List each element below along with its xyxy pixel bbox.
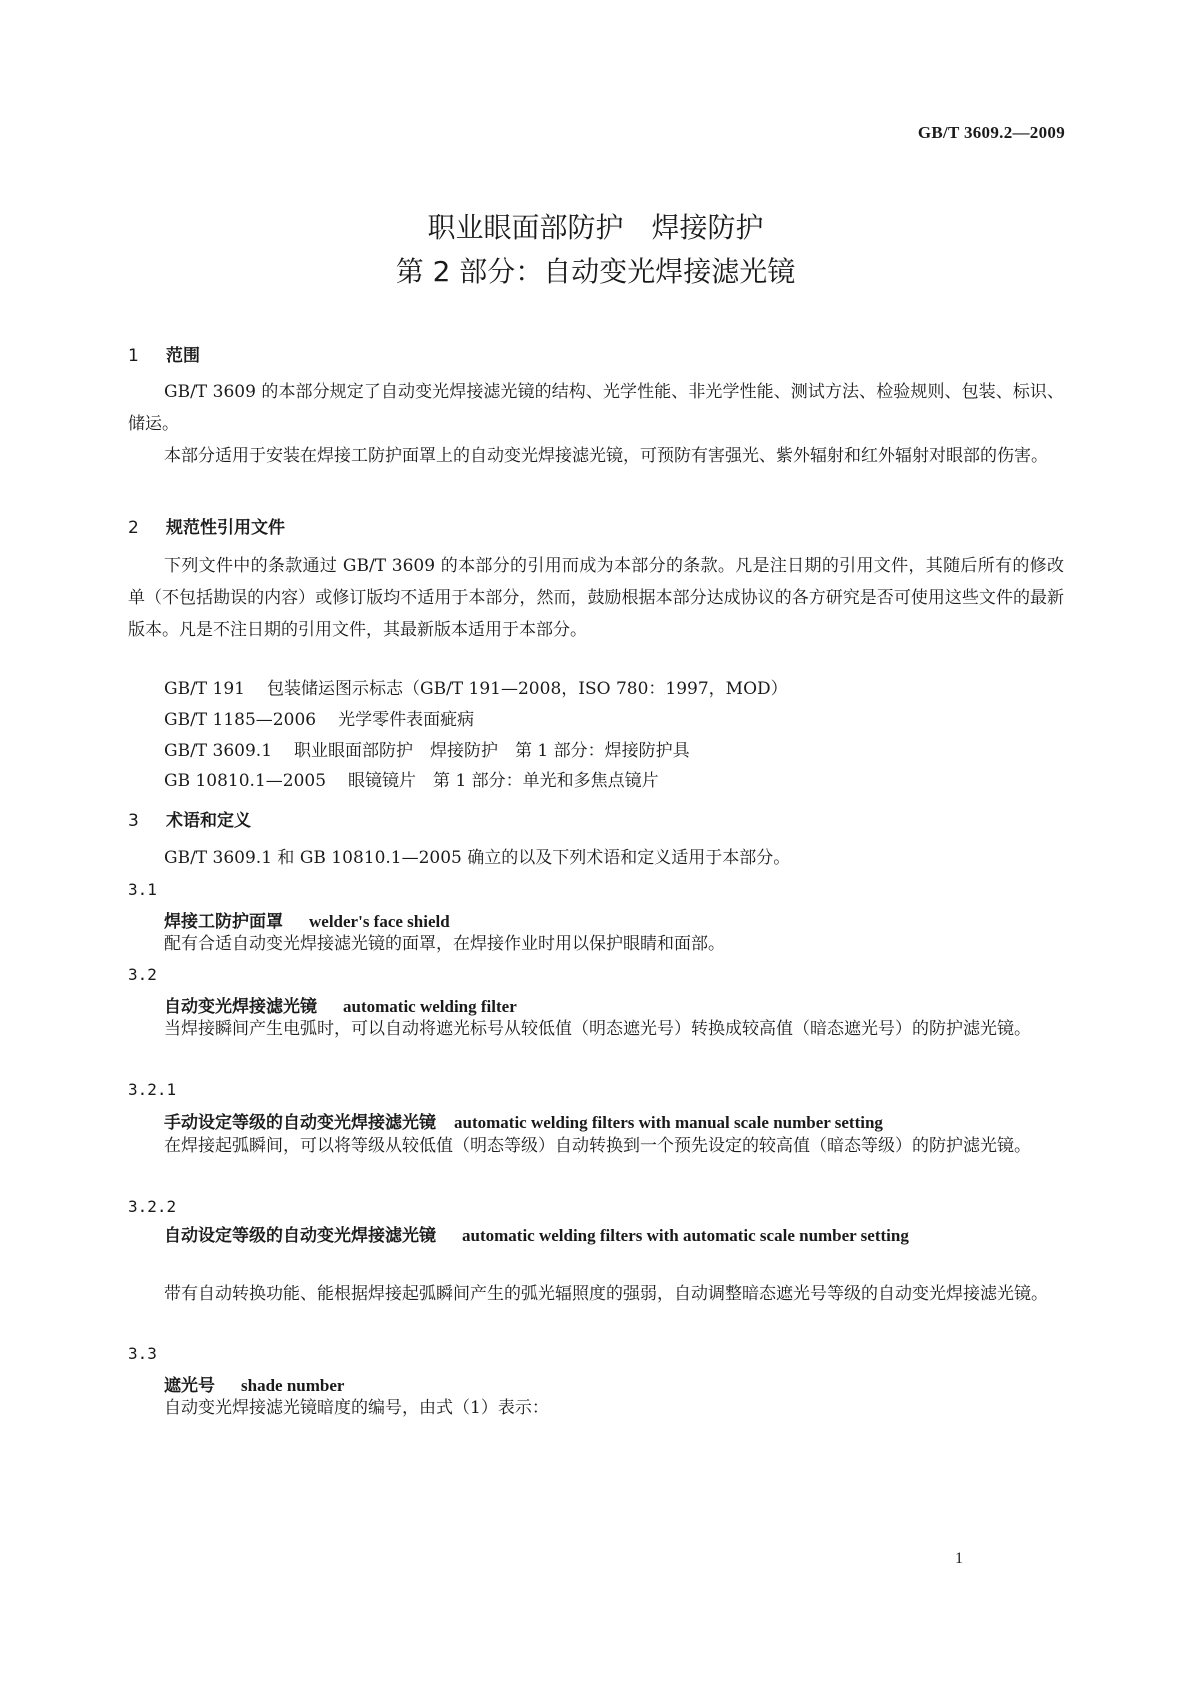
reference-title: 光学零件表面疵病 bbox=[338, 710, 475, 730]
clause-number: 3.2.1 bbox=[128, 1080, 177, 1099]
reference-item bbox=[164, 705, 474, 730]
term-english: shade number bbox=[241, 1376, 345, 1395]
reference-title: 职业眼面部防护 焊接防护 第 1 部分：焊接防护具 bbox=[294, 741, 690, 761]
reference-code: GB 10810.1—2005 bbox=[164, 771, 327, 791]
section-number: 3 bbox=[128, 811, 139, 831]
term-definition: 配有合适自动变光焊接滤光镜的面罩，在焊接作业时用以保护眼睛和面部。 bbox=[164, 934, 725, 954]
term-english: welder's face shield bbox=[309, 912, 450, 931]
section-number: 1 bbox=[128, 346, 139, 366]
reference-code: GB/T 1185—2006 bbox=[164, 710, 317, 730]
references-intro-paragraph: 下列文件中的条款通过 GB/T 3609 的本部分的引用而成为本部分的条款。凡是注日期的引用文件，其随后所有的修改单（不包括勘误的内容）或修订版均不适用于本部分，然而，鼓励根据本部分达成协议的各方研究是否可使用这些文件的最新版本。凡是不注日期的引用文件，其最新版本适用于本部分。 bbox=[128, 556, 1064, 640]
reference-title: 眼镜镜片 第 1 部分：单光和多焦点镜片 bbox=[348, 771, 659, 791]
term-english: automatic welding filter bbox=[343, 997, 517, 1016]
document-title-line2: 第 2 部分：自动变光焊接滤光镜 bbox=[395, 255, 796, 288]
term-definition: 自动变光焊接滤光镜暗度的编号，由式（1）表示： bbox=[164, 1398, 549, 1418]
term-english: automatic welding filters with manual scale number setting bbox=[454, 1113, 883, 1132]
section-3-heading bbox=[128, 806, 251, 831]
term-definition: 当焊接瞬间产生电弧时，可以自动将遮光标号从较低值（明态遮光号）转换成较高值（暗态遮光号）的防护滤光镜。 bbox=[164, 1019, 1031, 1039]
reference-item bbox=[164, 674, 788, 699]
section-title: 规范性引用文件 bbox=[166, 518, 285, 538]
term-definition: 带有自动转换功能、能根据焊接起弧瞬间产生的弧光辐照度的强弱，自动调整暗态遮光号等级的自动变光焊接滤光镜。 bbox=[164, 1284, 1048, 1304]
term-chinese: 自动变光焊接滤光镜 bbox=[164, 997, 317, 1017]
clause-number: 3.3 bbox=[128, 1344, 157, 1363]
term-chinese: 手动设定等级的自动变光焊接滤光镜 bbox=[164, 1113, 436, 1133]
section-title: 范围 bbox=[166, 346, 200, 366]
section-1-heading bbox=[128, 341, 200, 366]
section-2-heading bbox=[128, 513, 285, 538]
term-3-2-2 bbox=[164, 1220, 1064, 1252]
reference-title: 包装储运图示标志（GB/T 191—2008，ISO 780：1997，MOD） bbox=[267, 679, 788, 699]
term-english: automatic welding filters with automatic scale number setting bbox=[462, 1226, 909, 1245]
clause-number: 3.2.2 bbox=[128, 1197, 177, 1216]
terms-intro-paragraph: GB/T 3609.1 和 GB 10810.1—2005 确立的以及下列术语和定义适用于本部分。 bbox=[164, 848, 791, 868]
clause-number: 3.1 bbox=[128, 880, 157, 899]
reference-item bbox=[164, 736, 690, 761]
reference-item bbox=[164, 766, 659, 791]
term-definition: 在焊接起弧瞬间，可以将等级从较低值（明态等级）自动转换到一个预先设定的较高值（暗态等级）的防护滤光镜。 bbox=[164, 1136, 1031, 1156]
section-title: 术语和定义 bbox=[166, 811, 251, 831]
reference-code: GB/T 191 bbox=[164, 679, 245, 699]
term-chinese: 遮光号 bbox=[164, 1376, 215, 1396]
reference-code: GB/T 3609.1 bbox=[164, 741, 273, 761]
scope-paragraph-2: 本部分适用于安装在焊接工防护面罩上的自动变光焊接滤光镜，可预防有害强光、紫外辐射和红外辐射对眼部的伤害。 bbox=[164, 446, 1048, 466]
clause-number: 3.2 bbox=[128, 965, 157, 984]
document-title-line1: 职业眼面部防护 焊接防护 bbox=[427, 211, 764, 244]
scope-paragraph-1: GB/T 3609 的本部分规定了自动变光焊接滤光镜的结构、光学性能、非光学性能、测试方法、检验规则、包装、标识、储运。 bbox=[128, 382, 1064, 434]
standard-code: GB/T 3609.2—2009 bbox=[917, 123, 1065, 142]
term-chinese: 自动设定等级的自动变光焊接滤光镜 bbox=[164, 1226, 436, 1246]
page-number: 1 bbox=[955, 1550, 963, 1567]
section-number: 2 bbox=[128, 518, 139, 538]
term-chinese: 焊接工防护面罩 bbox=[164, 912, 283, 932]
